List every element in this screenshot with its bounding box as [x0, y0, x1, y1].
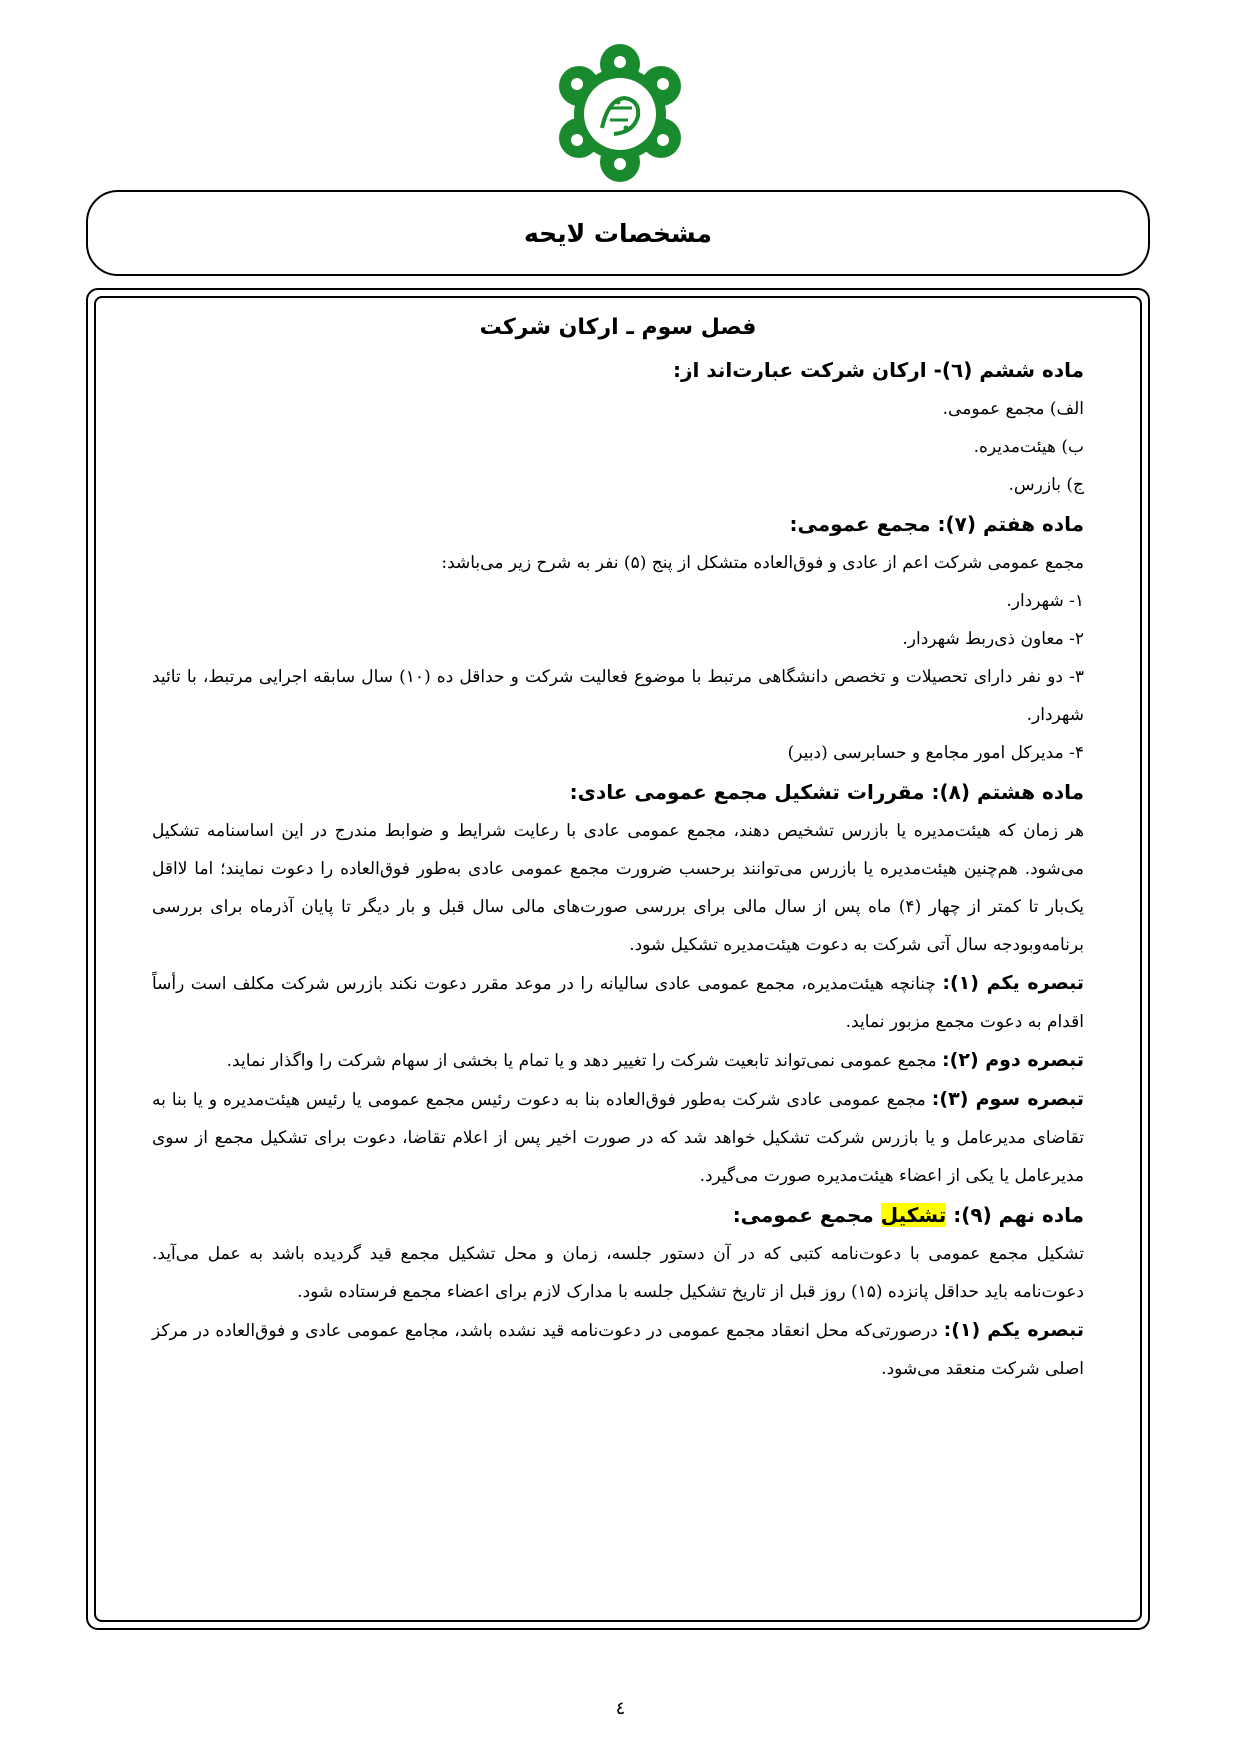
article-6-heading: ماده ششم (٦)- ارکان شرکت عبارت‌اند از:	[673, 358, 1084, 382]
article-7-item: ۳- دو نفر دارای تحصیلات و تخصص دانشگاهی مرتبط با موضوع فعالیت شرکت و حداقل ده (۱۰) سال سابقه اجرایی مرتبط، با تائید شهردار.	[152, 667, 1084, 725]
header-title: مشخصات لایحه	[524, 218, 712, 248]
article-7-item: ۴- مدیرکل امور مجامع و حسابرسی (دبیر)	[787, 743, 1084, 763]
page-number: ٤	[615, 1698, 626, 1719]
note-text: مجمع عمومی نمی‌تواند تابعیت شرکت را تغییر دهد و یا تمام یا بخشی از سهام شرکت را واگذار نماید.	[226, 1051, 943, 1071]
note-label: تبصره سوم (۳):	[931, 1088, 1084, 1110]
article-8-note	[152, 1080, 1084, 1195]
article-7-intro: مجمع عمومی شرکت اعم از عادی و فوق‌العاده متشکل از پنج (۵) نفر به شرح زیر می‌باشد:	[441, 553, 1084, 573]
note-label: تبصره یکم (۱):	[942, 972, 1084, 994]
note-text: چنانچه هیئت‌مدیره، مجمع عمومی عادی سالیانه را در موعد مقرر دعوت نکند بازرس شرکت مکلف است رأساً اقدام به دعوت مجمع مزبور نماید.	[152, 974, 1084, 1032]
note-label: تبصره یکم (۱):	[943, 1319, 1084, 1341]
article-9-body: تشکیل مجمع عمومی با دعوت‌نامه کتبی که در آن دستور جلسه، زمان و محل تشکیل مجمع قید گردیده باشد به عمل می‌آید. دعوت‌نامه باید حداقل پانزده (۱۵) روز قبل از تاریخ تشکیل جلسه با مدارک لازم برای اعضاء مجمع فرستاده شود.	[152, 1244, 1084, 1302]
article-6-item: ج) بازرس.	[1008, 475, 1084, 495]
article-9-heading	[152, 1195, 1084, 1235]
article-7-heading: ماده هفتم (۷): مجمع عمومی:	[789, 512, 1084, 536]
article-9-note	[152, 1311, 1084, 1388]
note-text: درصورتی‌که محل انعقاد مجمع عمومی در دعوت‌نامه قید نشده باشد، مجامع عمومی عادی و فوق‌العاده در مرکز اصلی شرکت منعقد می‌شود.	[152, 1321, 1084, 1379]
note-text: مجمع عمومی عادی شرکت به‌طور فوق‌العاده بنا به دعوت رئیس مجمع عمومی یا رئیس هیئت‌مدیره و یا بنا به تقاضای مدیرعامل و یا بازرس شرکت تشکیل خواهد شد که در صورت اخیر پس از اعلام تقاضا، دعوت برای تشکیل مجمع از سوی مدیرعامل یا یکی از اعضاء هیئت‌مدیره صورت می‌گیرد.	[152, 1090, 1084, 1186]
tehran-municipality-logo-icon	[548, 42, 692, 186]
content-inner-frame	[94, 296, 1142, 1622]
article-7-item: ۱- شهردار.	[1006, 591, 1084, 611]
article-6-item: الف) مجمع عمومی.	[942, 399, 1084, 419]
article-9-heading-end: مجمع عمومی:	[732, 1203, 881, 1227]
article-8-body: هر زمان که هیئت‌مدیره یا بازرس تشخیص دهند، مجمع عمومی عادی با رعایت شرایط و ضوابط مندرج در این اساسنامه تشکیل می‌شود. هم‌چنین هیئت‌مدیره یا بازرس می‌توانند برحسب ضرورت مجمع عمومی عادی به‌طور فوق‌العاده را دعوت نمایند؛ اما لااقل یک‌بار تا کمتر از چهار (۴) ماه پس از سال مالی برای بررسی صورت‌های مالی سال قبل و بار دیگر تا پایان آذرماه برای بررسی برنامه‌وبودجه سال آتی شرکت به دعوت هیئت‌مدیره تشکیل شود.	[152, 821, 1084, 955]
article-8-note	[152, 964, 1084, 1041]
chapter-title: فصل سوم ـ ارکان شرکت	[479, 315, 757, 340]
article-7-item: ۲- معاون ذی‌ربط شهردار.	[902, 629, 1084, 649]
highlighted-word: تشکیل	[880, 1203, 947, 1227]
document-body	[152, 308, 1084, 1388]
article-6-item: ب) هیئت‌مدیره.	[973, 437, 1084, 457]
article-9-heading-start: ماده نهم (۹):	[946, 1203, 1084, 1227]
content-frame	[86, 288, 1150, 1630]
article-8-note	[152, 1041, 1084, 1080]
article-8-heading: ماده هشتم (۸): مقررات تشکیل مجمع عمومی عادی:	[569, 780, 1084, 804]
header-box	[86, 190, 1150, 276]
note-label: تبصره دوم (۲):	[942, 1049, 1084, 1071]
